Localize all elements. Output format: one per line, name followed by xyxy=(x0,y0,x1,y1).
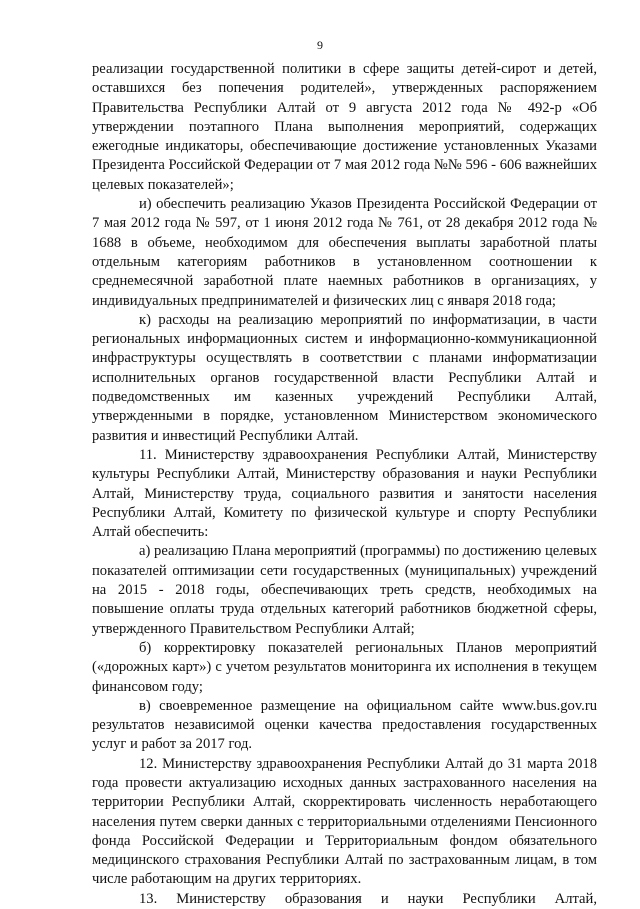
paragraph-section-13: 13. Министерству образования и науки Республики Алтай, xyxy=(139,890,597,907)
page-number: 9 xyxy=(317,38,323,52)
paragraph-section-11-a: а) реализацию Плана мероприятий (программы) по достижению целевых показателей оптимизации сети государственных (муниципальных) учреждений на 2015 - 2018 годы, обеспечивающих треть средств, необходимых на повышение оплаты труда отдельных категорий работников бюджетной сферы, утвержденного Правительством Республики Алтай; xyxy=(92,543,597,637)
paragraph-section-11: 11. Министерству здравоохранения Республики Алтай, Министерству культуры Республики Алтай, Министерству образования и науки Республики Алтай, Министерству труда, социального развития и занятости населения Республики Алтай, Комитету по физической культуре и спорту Республики Алтай обеспечить: xyxy=(92,446,597,541)
document-body xyxy=(92,60,597,909)
paragraph-item-k: к) расходы на реализацию мероприятий по информатизации, в части региональных информационных систем и информационно-коммуникационной инфраструктуры осуществлять в соответствии с планами информатизации исполнительных органов государственной власти Республики Алтай и подведомственных им казенных учреждений Республики Алтай, утвержденными в порядке, установленном Министерством экономического развития и инвестиций Республики Алтай. xyxy=(92,311,597,444)
paragraph-item-i: и) обеспечить реализацию Указов Президента Российской Федерации от 7 мая 2012 года № 597, от 1 июня 2012 года № 761, от 28 декабря 2012 года № 1688 в объеме, необходимом для обеспечения выплаты заработной платы отдельным категориям работников в установленном соотношении к среднемесячной заработной плате наемных работников в организациях, у индивидуальных предпринимателей и физических лиц с января 2018 года; xyxy=(92,196,597,309)
paragraph-continuation: реализации государственной политики в сфере защиты детей-сирот и детей, оставшихся без попечения родителей», утвержденных распоряжением Правительства Республики Алтай от 9 августа 2012 года № 492-р «Об утверждении поэтапного Плана выполнения мероприятий, содержащих ежегодные индикаторы, обеспечивающие достижение установленных Указами Президента Российской Федерации от 7 мая 2012 года №№ 596 - 606 важнейших целевых показателей»; xyxy=(92,61,597,193)
paragraph-section-12: 12. Министерству здравоохранения Республики Алтай до 31 марта 2018 года провести актуализацию исходных данных застрахованного населения на территории Республики Алтай, скорректировать численность неработающего населения путем сверки данных с территориальными отделениями Пенсионного фонда Российской Федерации и Территориальным фондом обязательного медицинского страхования Республики Алтай по застрахованным лицам, в том числе работающим на других территориях. xyxy=(92,755,597,888)
paragraph-section-11-v: в) своевременное размещение на официальном сайте www.bus.gov.ru результатов независимой оценки качества предоставления государственных услуг и работ за 2017 год. xyxy=(92,697,597,753)
paragraph-section-11-b: б) корректировку показателей региональных Планов мероприятий («дорожных карт») с учетом результатов мониторинга их исполнения в текущем финансовом году; xyxy=(92,639,597,695)
